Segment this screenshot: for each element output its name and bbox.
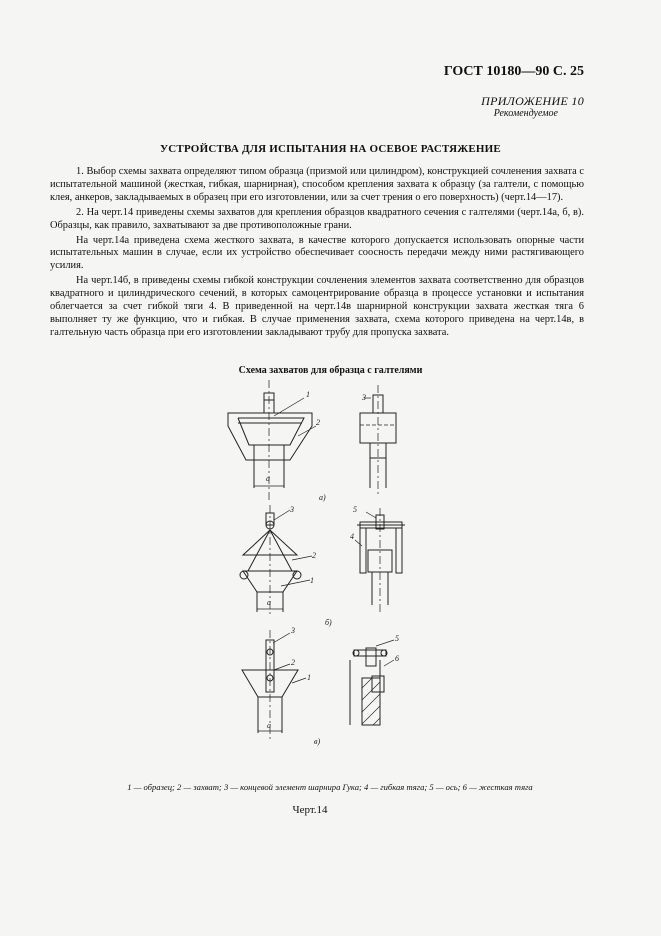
label-4-b: 4 [350,532,354,541]
figure-caption: Черт.14 [292,804,328,816]
label-2-a: 2 [316,418,320,427]
paragraph-4: На черт.14б, в приведены схемы гибкой конструкции сочленения элементов захвата соответственно для образцов квадратного и цилиндрического сечений, в которых самоцентрирование образца в процессе установки и испытания облегчается за счет гибкой тяги 4. В приведенной на черт.14в шарнирной конструкции захвата жесткая тяга 6 выполняет ту же функцию, что и гибкая. В случае применения захвата, схема которого приведена на черт.14в, в галтельную часть образца при его изготовлении закладывают трубу для пропуска захвата. [50,275,584,338]
label-1-a: 1 [306,390,310,399]
sublabel-a: а) [319,493,326,502]
label-3-a: 3 [362,393,366,402]
dim-a-b: a [267,598,271,607]
label-2-v: 2 [291,658,295,667]
scheme-v-side [350,640,394,725]
paragraph-2: 2. На черт.14 приведены схемы захватов для крепления образцов квадратного сечения с галтелями (черт.14а, б, в). Образцы, как правило, захватывают за две противоположные грани. [50,206,584,231]
label-1-v: 1 [307,673,311,682]
paragraph-3: На черт.14а приведена схема жесткого захвата, в качестве которого допускается использовать опорные части испытательных машин в случае, если их устройство обеспечивает соосность передачи между ними растягивающего усилия. [50,234,584,272]
dim-a-v: a [267,721,271,730]
sublabel-v: в) [314,737,321,746]
appendix-status: Рекомендуемое [493,108,558,119]
standard-header: ГОСТ 10180—90 С. 25 [443,64,584,79]
label-2-b: 2 [312,551,316,560]
label-3-v: 3 [291,626,295,635]
label-1-b: 1 [310,576,314,585]
label-6-v: 6 [395,654,399,663]
paragraph-1: 1. Выбор схемы захвата определяют типом образца (призмой или цилиндром), конструкцией сочленения захвата с испытательной машиной (жесткая, гибкая, шарнирная), способом крепления захвата к образцу (за галтели, с помощью клея, анкеров, закладываемых в образец при его изготовлении, или за счет трения о его поверхность) (черт.14—17). [50,166,584,203]
scheme-b-side [355,508,405,612]
scheme-v-front [242,630,306,740]
dim-a-a: a [266,474,270,483]
sublabel-b: б) [325,618,332,627]
page-title: УСТРОЙСТВА ДЛЯ ИСПЫТАНИЯ НА ОСЕВОЕ РАСТЯЖЕНИЕ [160,143,501,155]
appendix-label: ПРИЛОЖЕНИЕ 10 [481,94,584,108]
label-3-b: 3 [290,505,294,514]
scheme-a-front [228,380,316,500]
label-5-v: 5 [395,634,399,643]
figure-legend: 1 — образец; 2 — захват; 3 — концевой элемент шарнира Гука; 4 — гибкая тяга; 5 — ось; 6 — жесткая тяга [127,782,533,792]
scheme-b-front [240,505,312,615]
figure-title: Схема захватов для образца с галтелями [238,365,423,376]
label-5-b: 5 [353,505,357,514]
